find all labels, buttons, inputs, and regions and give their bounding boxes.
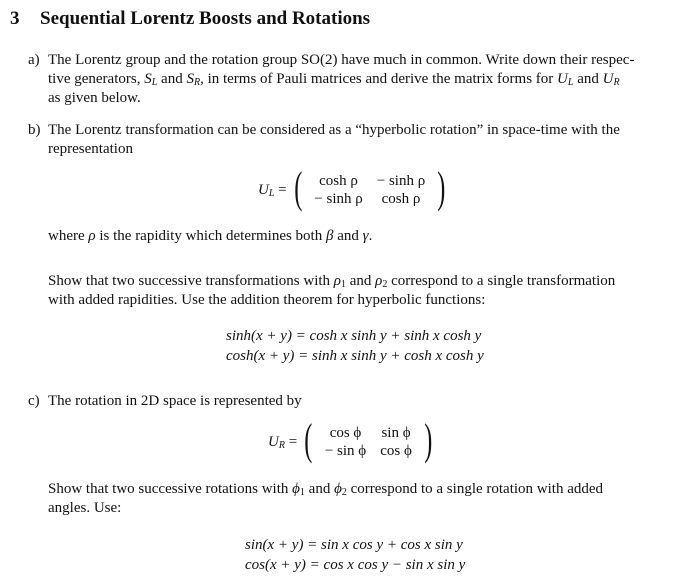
part-c-line-1: The rotation in 2D space is represented by <box>48 393 302 409</box>
rotation-matrix-body <box>318 424 419 460</box>
hyperbolic-sinh-identity: sinh(x + y) = cosh x sinh y + sinh x cosh y <box>226 328 482 344</box>
part-b-show-line-1: Show that two successive transformations with $\rho_1$ and $\rho_2$ correspond to a single transformation <box>48 273 616 290</box>
trig-cos-identity: cos(x + y) = cos x cos y − sin x sin y <box>245 557 466 573</box>
part-a-line-2: tive generators, $S_L$ and $S_R$, in terms of Pauli matrices and derive the matrix forms for $U_L$ and $U_R$ <box>48 71 620 88</box>
part-a-line-1: The Lorentz group and the rotation group SO(2) have much in common. Write down their respec- <box>48 52 635 68</box>
left-paren: ( <box>293 163 302 212</box>
section-number: 3 <box>10 8 20 29</box>
matrix-cell: − sinh ρ <box>376 173 426 189</box>
right-paren: ) <box>437 163 446 212</box>
part-b-label: b) <box>28 122 41 138</box>
lorentz-matrix: $U_L$ = ( cosh ρ − sinh ρ − sinh ρ cosh ρ ) <box>258 163 446 212</box>
matrix-cell: sin ϕ <box>381 425 411 441</box>
part-c-show-line-2: angles. Use: <box>48 500 122 516</box>
right-paren: ) <box>424 415 433 464</box>
matrix-cell: cosh ρ <box>319 173 358 189</box>
part-a-label: a) <box>28 52 40 68</box>
part-b-line-2: representation <box>48 141 133 157</box>
hyperbolic-cosh-identity: cosh(x + y) = sinh x sinh y + cosh x cosh y <box>226 348 484 364</box>
part-b-show-line-2: with added rapidities. Use the addition theorem for hyperbolic functions: <box>48 292 486 308</box>
matrix-cell: cosh ρ <box>381 191 421 207</box>
matrix-cell: − sinh ρ <box>314 191 363 207</box>
matrix-cell: cos ϕ <box>329 425 362 441</box>
part-c-label: c) <box>28 393 40 409</box>
matrix-cell: − sin ϕ <box>324 443 367 459</box>
part-b-line-1: The Lorentz transformation can be considered as a “hyperbolic rotation” in space-time with the <box>48 122 620 138</box>
rotation-matrix: $U_R$ = ( cos ϕ sin ϕ − sin ϕ cos ϕ ) <box>268 415 433 464</box>
trig-sin-identity: sin(x + y) = sin x cos y + cos x sin y <box>245 537 463 553</box>
part-b-where-line: where ρ is the rapidity which determines both β and γ. <box>48 228 373 244</box>
matrix-cell: cos ϕ <box>380 443 412 459</box>
left-paren: ( <box>304 415 313 464</box>
lorentz-matrix-body <box>307 172 432 208</box>
section-heading <box>10 7 370 31</box>
part-c-show-line-1: Show that two successive rotations with $\phi_1$ and $\phi_2$ correspond to a single rotation with added <box>48 481 604 498</box>
section-title: Sequential Lorentz Boosts and Rotations <box>40 8 371 29</box>
part-a-line-3: as given below. <box>48 90 141 106</box>
